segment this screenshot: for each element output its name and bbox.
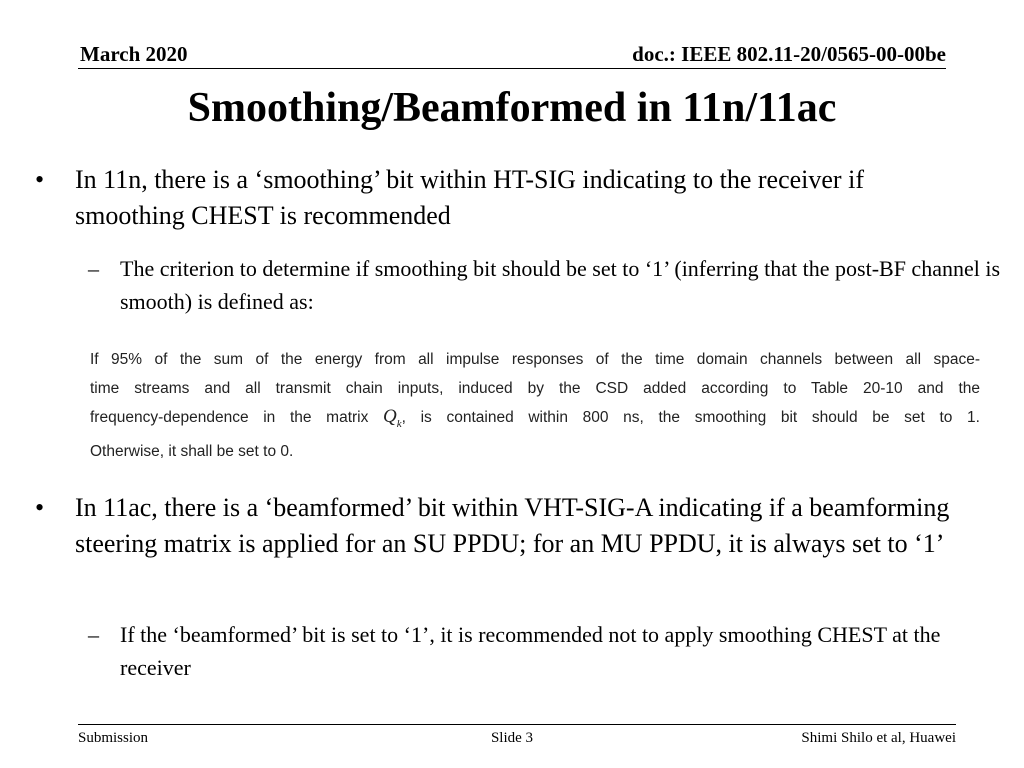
matrix-symbol-subscript: k	[396, 417, 402, 430]
footer-author: Shimi Shilo et al, Huawei	[801, 730, 956, 746]
bullet-11n	[35, 162, 975, 234]
footer-slide-number: Slide 3	[490, 730, 534, 746]
bullet-text: In 11ac, there is a ‘beamformed’ bit within VHT-SIG-A indicating if a beamforming steering matrix is applied for an SU PPDU; for an MU PPDU, it is always set to ‘1’	[75, 493, 950, 558]
sub-bullet-marker: –	[88, 622, 99, 647]
bullet-text: In 11n, there is a ‘smoothing’ bit within HT-SIG indicating to the receiver if smoothing CHEST is recommended	[75, 165, 864, 230]
bullet-11ac	[35, 490, 975, 562]
footer-divider	[78, 724, 956, 725]
header-divider	[78, 68, 946, 69]
bullet-marker: •	[35, 165, 45, 194]
matrix-symbol	[383, 406, 402, 430]
sub-bullet-beamformed-recommendation	[88, 618, 1000, 684]
spec-line: time streams and all transmit chain inputs, induced by the CSD added according to Table 20-10 and the	[90, 379, 980, 397]
matrix-symbol-letter: Q	[383, 406, 397, 427]
header-date: March 2020	[80, 42, 188, 66]
slide-title: Smoothing/Beamformed in 11n/11ac	[187, 85, 837, 131]
footer-submission: Submission	[78, 730, 149, 746]
spec-excerpt	[90, 346, 980, 467]
sub-bullet-text: The criterion to determine if smoothing bit should be set to ‘1’ (inferring that the post-BF channel is smooth) is defined as:	[120, 256, 1001, 314]
sub-bullet-marker: –	[88, 256, 99, 281]
spec-line: Otherwise, it shall be set to 0.	[90, 443, 294, 461]
header-doc-id: doc.: IEEE 802.11-20/0565-00-00be	[632, 42, 946, 66]
spec-line	[90, 403, 980, 438]
spec-line: If 95% of the sum of the energy from all impulse responses of the time domain channels between all space-	[90, 351, 980, 368]
spec-text: frequency-dependence in the matrix	[90, 409, 384, 426]
sub-bullet-smoothing-criterion	[88, 252, 1001, 318]
sub-bullet-text: If the ‘beamformed’ bit is set to ‘1’, it is recommended not to apply smoothing CHEST at the receiver	[120, 622, 941, 680]
spec-text: , is contained within 800 ns, the smoothing bit should be set to 1.	[401, 409, 980, 426]
bullet-marker: •	[35, 493, 45, 522]
